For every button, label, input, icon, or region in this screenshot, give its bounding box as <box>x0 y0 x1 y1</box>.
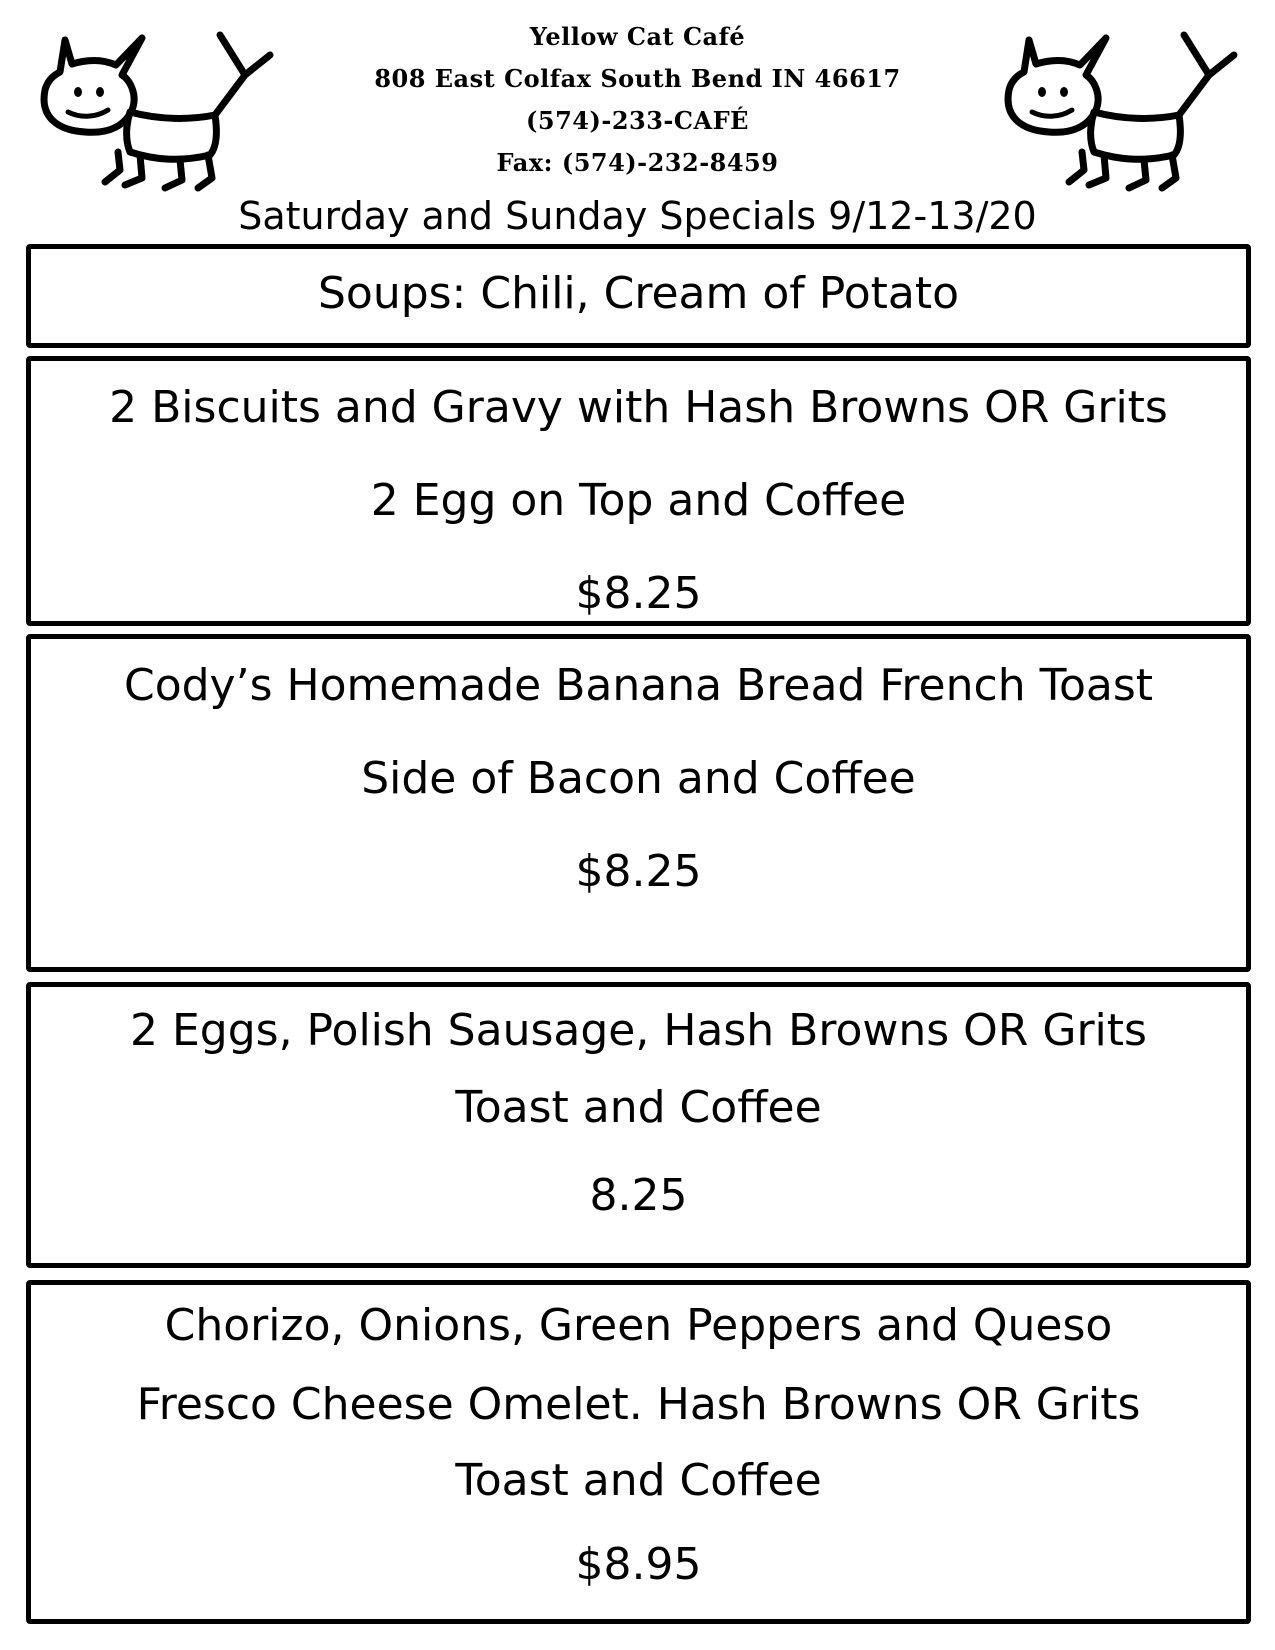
soups-box <box>26 244 1251 348</box>
special-item <box>26 982 1251 1268</box>
cafe-fax: Fax: (574)-232-8459 <box>496 148 779 177</box>
special-price: 8.25 <box>589 1170 688 1221</box>
special-line-2: Fresco Cheese Omelet. Hash Browns OR Grits <box>136 1379 1141 1430</box>
special-line-2: 2 Egg on Top and Coffee <box>370 475 907 526</box>
special-line-2: Toast and Coffee <box>455 1082 822 1133</box>
cafe-header <box>0 16 1275 184</box>
special-item <box>26 356 1251 626</box>
cafe-name: Yellow Cat Café <box>529 22 746 51</box>
cafe-address: 808 East Colfax South Bend IN 46617 <box>374 64 901 93</box>
specials-title: Saturday and Sunday Specials 9/12-13/20 <box>238 194 1037 238</box>
special-line-1: Cody’s Homemade Banana Bread French Toast <box>123 660 1154 711</box>
special-price: $8.25 <box>575 846 702 897</box>
special-line-3: Toast and Coffee <box>455 1455 822 1506</box>
special-item <box>26 634 1251 972</box>
special-price: $8.95 <box>575 1539 702 1590</box>
cafe-phone: (574)-233-CAFÉ <box>526 106 749 135</box>
special-line-1: 2 Biscuits and Gravy with Hash Browns OR Grits <box>109 382 1168 433</box>
special-price: $8.25 <box>575 568 702 619</box>
special-item <box>26 1280 1251 1624</box>
soups-text: Soups: Chili, Cream of Potato <box>317 268 960 319</box>
special-line-1: Chorizo, Onions, Green Peppers and Queso <box>164 1300 1113 1351</box>
special-line-2: Side of Bacon and Coffee <box>361 753 916 804</box>
special-line-1: 2 Eggs, Polish Sausage, Hash Browns OR Grits <box>130 1005 1147 1056</box>
